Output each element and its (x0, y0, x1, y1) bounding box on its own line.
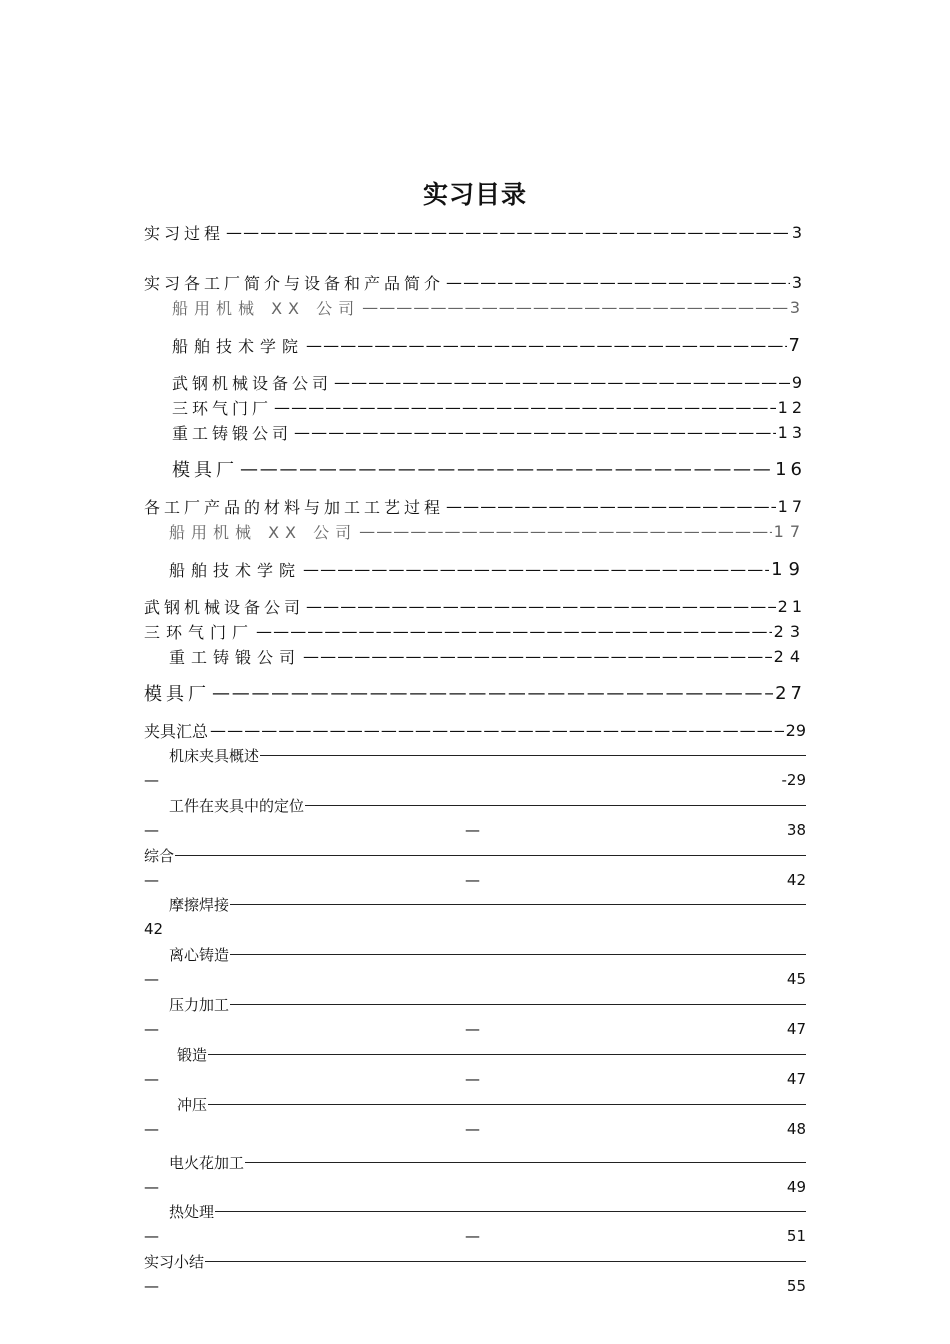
toc-continuation: — 55 (144, 1277, 806, 1295)
toc-entry[interactable]: 电火花加工 (169, 1151, 806, 1173)
leader (306, 336, 787, 355)
toc-entry[interactable]: 实习过程 — — — 3 (144, 220, 806, 244)
leader (362, 298, 788, 317)
leader (359, 522, 772, 541)
rule-line (208, 1054, 806, 1055)
rule-line (245, 1162, 806, 1163)
toc-entry[interactable]: 冲压 (177, 1093, 806, 1115)
toc-entry[interactable]: 重工铸锻公司 — — — 24 (169, 644, 806, 668)
toc-entry[interactable]: 船舶技术学院 — — — 19 (169, 557, 806, 581)
toc-entry[interactable]: 武钢机械设备公司 — — — 21 (144, 594, 806, 618)
toc-entry[interactable]: 机床夹具概述 (169, 744, 806, 766)
toc-entry[interactable]: 工件在夹具中的定位 (169, 794, 806, 816)
rule-line (175, 855, 806, 856)
rule-line (208, 1104, 806, 1105)
rule-line (260, 755, 806, 756)
leader (306, 597, 776, 616)
rule-line (230, 904, 806, 905)
toc-entry[interactable]: 模具厂 — — — 27 (144, 681, 806, 705)
toc-continuation: — — 47 (144, 1020, 806, 1038)
rule-line (215, 1211, 806, 1212)
leader (240, 459, 773, 480)
leader (212, 683, 773, 704)
leader (303, 647, 772, 666)
toc-entry[interactable]: 锻造 (177, 1043, 806, 1065)
toc-entry[interactable]: 热处理 (169, 1200, 806, 1222)
toc-entry[interactable]: 实习各工厂简介与设备和产品简介 — — — 3 (144, 270, 806, 294)
rule-line (305, 805, 806, 806)
leader (334, 373, 790, 392)
toc-continuation: — 49 (144, 1178, 806, 1196)
toc-continuation: — -29 (144, 771, 806, 789)
toc-entry[interactable]: 压力加工 (169, 993, 806, 1015)
toc-entry[interactable]: 离心铸造 (169, 943, 806, 965)
rule-line (205, 1261, 806, 1262)
rule-line (230, 954, 806, 955)
toc-continuation: — — 51 (144, 1227, 806, 1245)
leader (294, 423, 776, 442)
toc-continuation: 42 (144, 920, 164, 938)
toc-entry[interactable]: 武钢机械设备公司 — — — 9 (172, 370, 806, 394)
toc-entry[interactable]: 船用机械 XX 公司 — — — 3 (172, 295, 806, 319)
leader (446, 273, 790, 292)
leader (226, 223, 790, 242)
toc-entry[interactable]: 各工厂产品的材料与加工工艺过程 — — — 17 (144, 494, 806, 518)
leader (274, 398, 776, 417)
toc-continuation: — — 47 (144, 1070, 806, 1088)
toc-continuation: — — 38 (144, 821, 806, 839)
toc-entry[interactable]: 三环气门厂 — — — 23 (144, 619, 806, 643)
toc-continuation: — — 48 (144, 1120, 806, 1138)
toc-entry[interactable]: 实习小结 (144, 1250, 806, 1272)
toc-continuation: — — 42 (144, 871, 806, 889)
toc-entry[interactable]: 模具厂 — — — 16 (172, 457, 806, 481)
leader (446, 497, 776, 516)
toc-entry[interactable]: 综合 (144, 844, 806, 866)
toc-entry[interactable]: 摩擦焊接 (169, 893, 806, 915)
toc-entry[interactable]: 船舶技术学院 — — — 7 (172, 333, 806, 357)
rule-line (230, 1004, 806, 1005)
toc-entry[interactable]: 重工铸锻公司 — — — 13 (172, 420, 806, 444)
leader (256, 622, 772, 641)
toc-entry[interactable]: 夹具汇总 — — — 29 (144, 718, 806, 742)
toc-entry[interactable]: 船用机械 XX 公司 — — — 17 (169, 519, 806, 543)
leader (303, 560, 769, 579)
toc-entry[interactable]: 三环气门厂 — — — 12 (172, 395, 806, 419)
toc-continuation: — 45 (144, 970, 806, 988)
page-title: 实习目录 (422, 180, 527, 209)
leader (210, 721, 784, 740)
